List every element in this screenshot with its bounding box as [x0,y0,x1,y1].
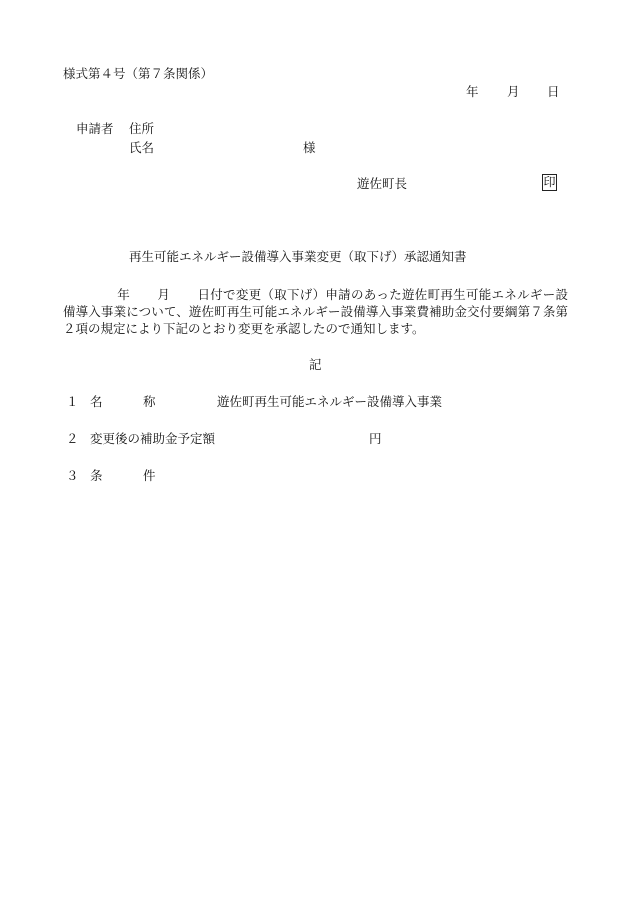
body-text: 日付で変更（取下げ）申請のあった遊佐町再生可能エネルギー設備導入事業について、遊佐町再生可能エネルギー設備導入事業費補助金交付要綱第７条第２項の規定により下記のとおり変更を承認したので通知します。 [63,287,568,336]
item-3-label-b: 件 [143,468,156,483]
issuer-title: 遊佐町長 [357,176,408,191]
applicant-label: 申請者 [76,121,114,136]
item-3-number: ３ [66,468,79,483]
item-2-label: 変更後の補助金予定額 [90,431,216,446]
item-2-unit: 円 [369,431,382,446]
item-1-label-b: 称 [143,394,156,409]
item-1-number: １ [66,394,79,409]
item-2-number: ２ [66,431,79,446]
address-label: 住所 [129,121,155,136]
date-year-label: 年 [466,84,479,99]
name-label: 氏名 [129,140,155,155]
document-title: 再生可能エネルギー設備導入事業変更（取下げ）承認通知書 [129,249,467,264]
item-1-label-a: 名 [90,394,103,409]
form-number: 様式第４号（第７条関係） [63,66,214,81]
body-paragraph [63,286,568,337]
ki-heading: 記 [309,357,322,372]
body-year-label: 年 [117,287,131,302]
date-month-label: 月 [507,84,520,99]
honorific: 様 [303,140,316,155]
body-month-label: 月 [157,287,171,302]
seal-mark: 印 [543,175,556,189]
date-day-label: 日 [547,84,560,99]
item-1-value: 遊佐町再生可能エネルギー設備導入事業 [217,394,443,409]
item-3-label-a: 条 [90,468,103,483]
